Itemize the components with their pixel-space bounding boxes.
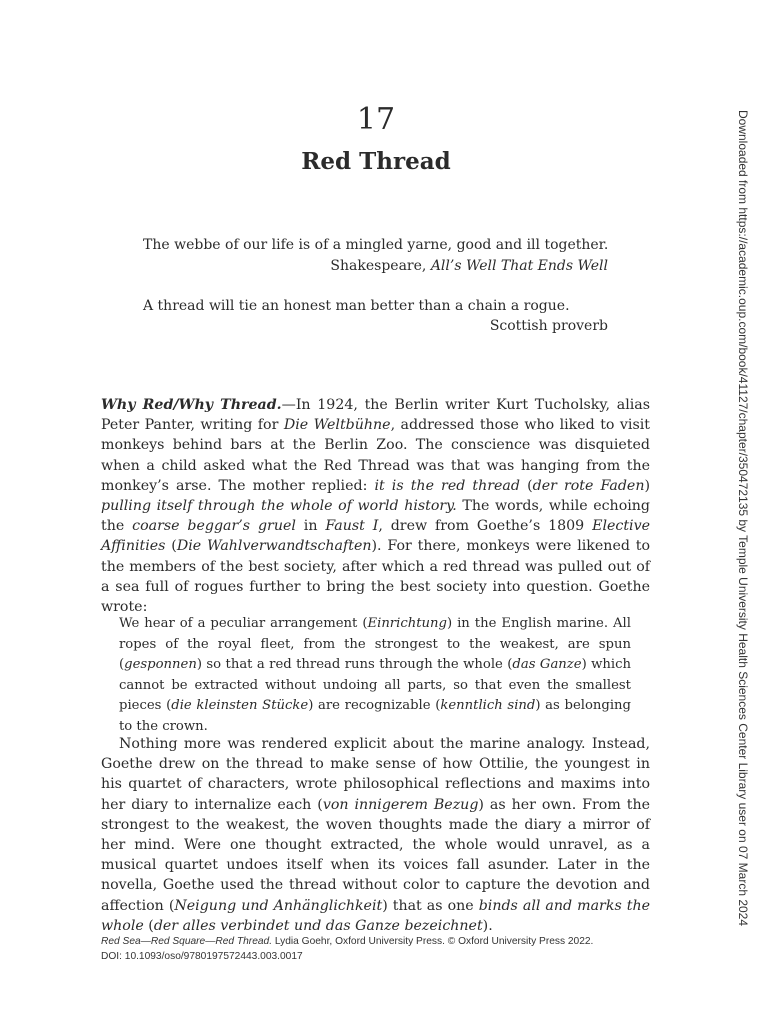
epigraph-1-text: The webbe of our life is of a mingled yarne, good and ill together. <box>143 237 609 253</box>
epigraph-2-source: Scottish proverb <box>489 318 608 334</box>
body-paragraph-2: Nothing more was rendered explicit about the marine analogy. Instead, Goethe drew on the thread to make sense of how Ottilie, the youngest in his quartet of characters, wrote philosophical reflections and maxims into her diary to internalize each (von innigerem Bezug) as her own. From the strongest to the weakest, the woven thoughts made the diary a mirror of her mind. Were one thought extracted, the whole would unravel, as a musical quartet undoes itself when its voices fall asunder. Later in the novella, Goethe used the thread without color to capture the devotion and affection (Neigung und Anhänglichkeit) that as one binds all and marks the whole (der alles verbindet und das Ganze bezeichnet). <box>101 736 650 934</box>
footer-book-title: Red Sea—Red Square—Red Thread. <box>101 936 273 947</box>
chapter-number: 17 <box>356 102 396 137</box>
download-watermark: Downloaded from https://academic.oup.com/book/41127/chapter/350472135 by Temple University Health Sciences Center Library user on 07 March 2024 <box>736 110 750 927</box>
footer-citation: Red Sea—Red Square—Red Thread. Lydia Goehr, Oxford University Press. © Oxford University Press 2022. <box>101 936 594 947</box>
body-paragraph-1: Why Red/Why Thread.—In 1924, the Berlin writer Kurt Tucholsky, alias Peter Panter, writing for Die Weltbühne, addressed those who liked to visit monkeys behind bars at the Berlin Zoo. The conscience was disquieted when a child asked what the Red Thread was that was hanging from the monkey’s arse. The mother replied: it is the red thread (der rote Faden) pulling itself through the whole of world history. The words, while echoing the coarse beggar’s gruel in Faust I, drew from Goethe’s 1809 Elective Affinities (Die Wahlverwandtschaften). For there, monkeys were likened to the members of the best society, after which a red thread was pulled out of a sea full of rogues further to bring the best society into question. Goethe wrote: <box>101 397 651 616</box>
epigraph-2-text: A thread will tie an honest man better than a chain a rogue. <box>143 298 570 314</box>
footer-doi: DOI: 10.1093/oso/9780197572443.003.0017 <box>101 951 303 962</box>
epigraph-2-attribution <box>143 316 608 336</box>
epigraph-1-work: All’s Well That Ends Well <box>430 258 608 274</box>
section-lead: Why Red/Why Thread. <box>101 397 282 413</box>
block-quote: We hear of a peculiar arrangement (Einrichtung) in the English marine. All ropes of the royal fleet, from the strongest to the weakest, are spun (gesponnen) so that a red thread runs through the whole (das Ganze) which cannot be extracted without undoing all parts, so that even the smallest pieces (die kleinsten Stücke) are recognizable (kenntlich sind) as belonging to the crown. <box>119 616 632 734</box>
epigraph-1-author: Shakespeare, <box>330 258 431 274</box>
chapter-title: Red Thread <box>301 148 451 175</box>
epigraph-1-attribution <box>143 256 608 276</box>
